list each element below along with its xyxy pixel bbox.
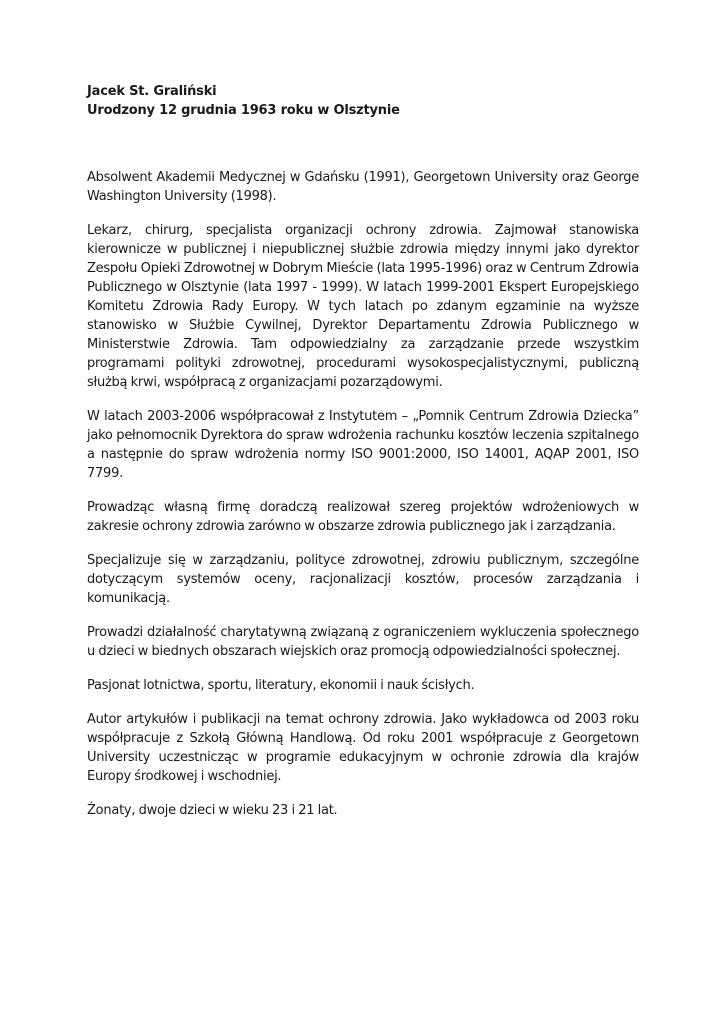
paragraph-consulting: Prowadząc własną firmę doradczą realizował szereg projektów wdrożeniowych w zakresie ochrony zdrowia zarówno w obszarze zdrowia publicznego jak i zarządzania. xyxy=(87,500,639,534)
paragraph-education: Absolwent Akademii Medycznej w Gdańsku (1991), Georgetown University oraz George Washington University (1998). xyxy=(87,170,639,204)
paragraph-publications: Autor artykułów i publikacji na temat ochrony zdrowia. Jako wykładowca od 2003 roku współpracuje z Szkołą Główną Handlową. Od roku 2001 współpracuje z Georgetown University uczestnicząc w programie edukacyjnym w ochronie zdrowia dla krajów Europy środkowej i wschodniej. xyxy=(87,712,639,784)
document-page xyxy=(87,82,639,835)
paragraph-family: Żonaty, dwoje dzieci w wieku 23 i 21 lat. xyxy=(87,803,338,818)
header-spacer xyxy=(87,120,639,168)
birth-info: Urodzony 12 grudnia 1963 roku w Olsztynie xyxy=(87,103,400,118)
paragraph-hobbies: Pasjonat lotnictwa, sportu, literatury, ekonomii i nauk ścisłych. xyxy=(87,678,475,693)
paragraph-career: Lekarz, chirurg, specjalista organizacji ochrony zdrowia. Zajmował stanowiska kierownicze w publicznej i niepublicznej służbie zdrowia między innymi jako dyrektor Zespołu Opieki Zdrowotnej w Dobrym Mieście (lata 1995-1996) oraz w Centrum Zdrowia Publicznego w Olsztynie (lata 1997 - 1999). W latach 1999-2001 Ekspert Europejskiego Komitetu Zdrowia Rady Europy. W tych latach po zdanym egzaminie na wyższe stanowisko w Służbie Cywilnej, Dyrektor Departamentu Zdrowia Publicznego w Ministerstwie Zdrowia. Tam odpowiedzialny za zarządzanie przede wszystkim programami polityki zdrowotnej, procedurami wysokospecjalistycznymi, publiczną służbą krwi, współpracą z organizacjami pozarządowymi. xyxy=(87,223,639,390)
paragraph-charity: Prowadzi działalność charytatywną związaną z ograniczeniem wykluczenia społecznego u dzieci w biednych obszarach wiejskich oraz promocją odpowiedzialności społecznej. xyxy=(87,625,639,659)
paragraph-specialization: Specjalizuje się w zarządzaniu, polityce zdrowotnej, zdrowiu publicznym, szczególne dotyczącym systemów oceny, racjonalizacji kosztów, procesów zarządzania i komunikacją. xyxy=(87,553,639,606)
author-name: Jacek St. Graliński xyxy=(87,84,217,99)
paragraph-institute: W latach 2003-2006 współpracował z Instytutem – „Pomnik Centrum Zdrowia Dziecka” jako pełnomocnik Dyrektora do spraw wdrożenia rachunku kosztów leczenia szpitalnego a następnie do spraw wdrożenia normy ISO 9001:2000, ISO 14001, AQAP 2001, ISO 7799. xyxy=(87,409,639,481)
